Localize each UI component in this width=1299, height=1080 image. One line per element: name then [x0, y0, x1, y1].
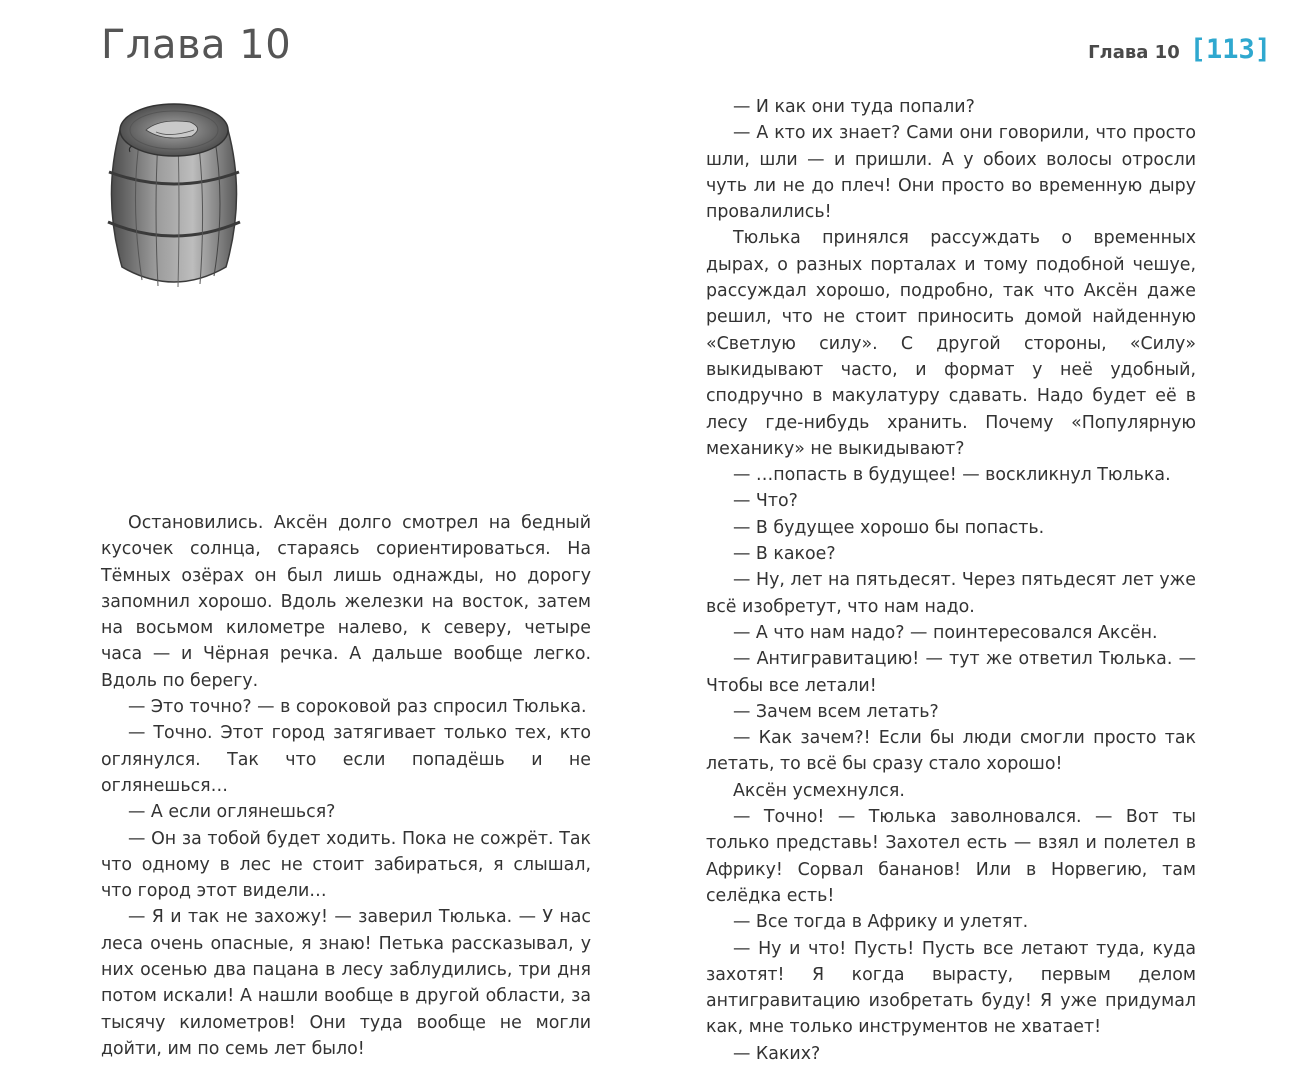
paragraph: — Ну и что! Пусть! Пусть все летают туда, куда захотят! Я когда вырасту, первым делом антигравитацию изобретать буду! Я уже придумал как, мне только инструментов не хватает!: [706, 938, 1196, 1038]
paragraph: — Я и так не захожу! — заверил Тюлька. — У нас леса очень опасные, я знаю! Петька рассказывал, у них осенью два пацана в лесу заблудились, три дня потом искали! А нашли вообще в другой области, за тысячу километров! Они туда вообще не могли дойти, им по семь лет было!: [101, 907, 591, 1059]
running-head: [1088, 34, 1271, 65]
chapter-title: Глава 10: [101, 22, 292, 68]
paragraph: — И как они туда попали?: [733, 97, 975, 117]
running-chapter-title: Глава 10: [1088, 42, 1180, 63]
paragraph: — Он за тобой будет ходить. Пока не сожрёт. Так что одному в лес не стоит забираться, я слышал, что город этот видели…: [101, 828, 591, 902]
paragraph: — В будущее хорошо бы попасть.: [733, 517, 1045, 538]
paragraph: Аксён усмехнулся.: [733, 780, 905, 801]
paragraph: — Ну, лет на пятьдесят. Через пятьдесят лет уже всё изобретут, что нам надо.: [706, 570, 1196, 617]
paragraph: — …попасть в будущее! — воскликнул Тюлька.: [733, 465, 1171, 486]
paragraph: — Что?: [733, 491, 798, 512]
paragraph: — А кто их знает? Сами они говорили, что просто шли, шли — и пришли. А у обоих волосы отросли чуть ли не до плеч! Они просто во временную дыру провалились!: [706, 123, 1196, 223]
paragraph: — Зачем всем летать?: [733, 701, 939, 722]
paragraph: — Антигравитацию! — тут же ответил Тюлька. — Чтобы все летали!: [706, 649, 1196, 696]
paragraph: — Каких?: [733, 1043, 821, 1064]
paragraph: Тюлька принялся рассуждать о временных дырах, о разных порталах и тому подобной чешуе, рассуждал хорошо, подробно, так что Аксён даже решил, что не стоит приносить домой найденную «Светлую силу». С другой стороны, «Силу» выкидывают часто, и формат у неё удобный, сподручно в макулатуру сдавать. Надо будет её в лесу где-нибудь хранить. Почему «Популярную механику» не выкидывают?: [706, 228, 1196, 459]
paragraph: — Как зачем?! Если бы люди смогли просто так летать, то всё бы сразу стало хорошо!: [706, 728, 1196, 775]
paragraph: — Все тогда в Африку и улетят.: [733, 912, 1029, 933]
right-page: [650, 0, 1299, 1080]
paragraph: — А если оглянешься?: [128, 802, 336, 823]
paragraph: — Точно. Этот город затягивает только тех, кто оглянулся. Так что если попадёшь и не оглянешься…: [101, 723, 591, 796]
paragraph: Остановились. Аксён долго смотрел на бедный кусочек солнца, стараясь сориентироваться. На Тёмных озёрах он был лишь однажды, но дорогу запомнил хорошо. Вдоль железки на восток, затем на восьмом километре налево, к северу, четыре часа — и Чёрная речка. А дальше вообще легко. Вдоль по берегу.: [101, 513, 591, 691]
paragraph: — А что нам надо? — поинтересовался Аксён.: [733, 622, 1158, 643]
paragraph: — Точно! — Тюлька заволновался. — Вот ты только представь! Захотел есть — взял и полетел в Африку! Сорвал бананов! Или в Норвегию, там селёдка есть!: [706, 807, 1196, 906]
page-number: [113]: [1189, 34, 1271, 65]
right-text-block: [706, 94, 1196, 1067]
barrel-illustration: [100, 92, 248, 302]
paragraph: — Это точно? — в сороковой раз спросил Тюлька.: [128, 697, 587, 718]
left-text-block: [101, 510, 591, 1062]
paragraph: — В какое?: [733, 544, 836, 565]
